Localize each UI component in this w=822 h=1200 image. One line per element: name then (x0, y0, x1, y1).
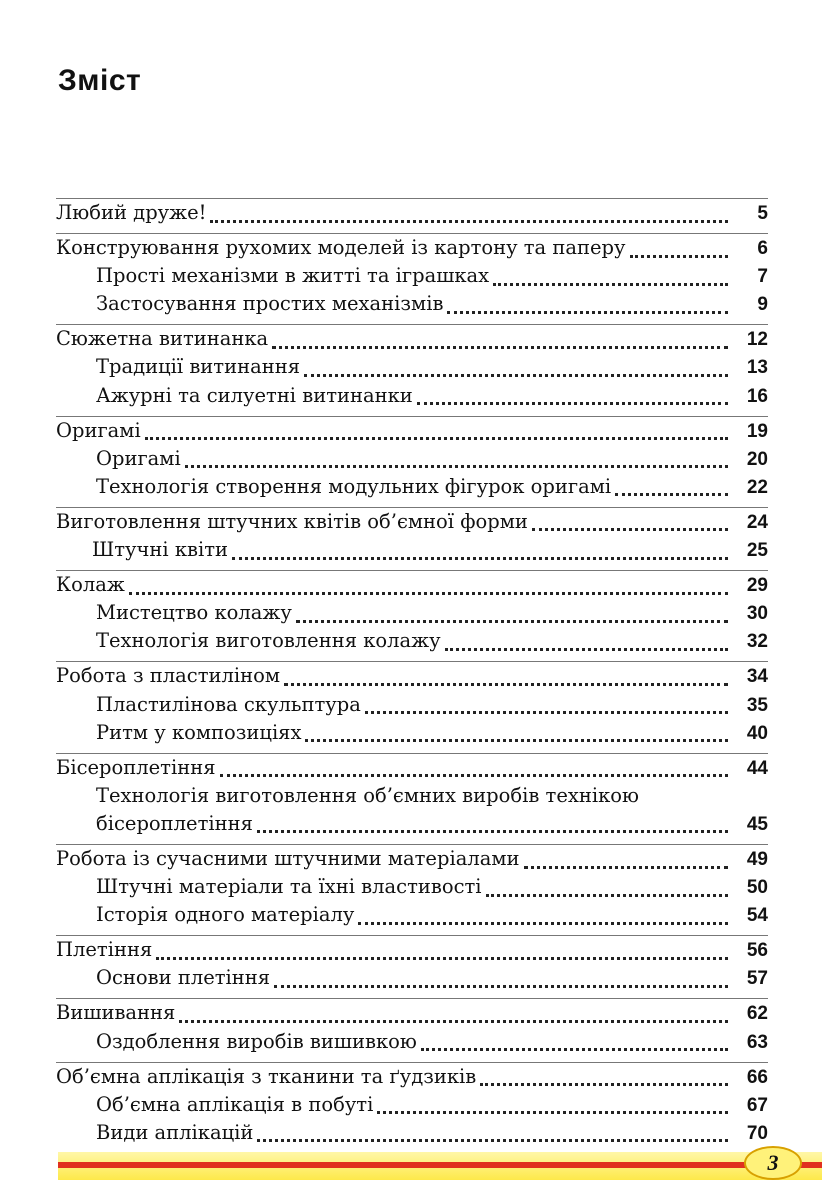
toc-entry-title: Прості механізми в житті та іграшках (96, 264, 490, 288)
toc-page-number: 12 (746, 329, 768, 351)
toc-entry-title: Робота із сучасними штучними матеріалами (56, 846, 520, 870)
toc-subsection[interactable] (56, 719, 768, 747)
toc-entry-title: Традиції витинання (96, 355, 301, 379)
dot-leader (445, 648, 728, 651)
toc-entry-title: Технологія створення модульних фігурок оригамі (96, 474, 612, 498)
toc-entry-title: бісероплетіння (96, 811, 253, 835)
toc-entry-title: Ажурні та силуетні витинанки (96, 383, 413, 407)
page-title: Зміст (58, 64, 142, 97)
toc-page-number: 54 (746, 905, 768, 927)
toc-page-number: 30 (746, 603, 768, 625)
toc-page-number: 20 (746, 448, 768, 470)
toc-page-number: 35 (746, 694, 768, 716)
dot-leader (417, 402, 728, 405)
dot-leader (185, 465, 728, 468)
toc-entry-title: Плетіння (56, 938, 153, 962)
toc-entry-title: Штучні матеріали та їхні властивості (96, 875, 482, 899)
toc-entry-title: Штучні квіти (92, 538, 229, 562)
toc-section[interactable] (56, 508, 768, 536)
toc-section[interactable] (56, 1063, 768, 1091)
toc-section[interactable] (56, 571, 768, 599)
toc-subsection[interactable] (56, 445, 768, 473)
dot-leader (524, 866, 729, 869)
toc-entry-title: Об’ємна аплікація з тканини та ґудзиків (56, 1064, 477, 1088)
toc-subsection[interactable] (56, 901, 768, 929)
toc-section[interactable] (56, 417, 768, 445)
toc-subsection[interactable] (56, 353, 768, 381)
dot-leader (486, 894, 728, 897)
dot-leader (447, 311, 728, 314)
toc-section[interactable] (56, 199, 768, 227)
toc-entry-title: Виготовлення штучних квітів об’ємної форми (56, 509, 528, 533)
toc-entry-title: Об’ємна аплікація в побуті (96, 1092, 374, 1116)
toc-entry-title: Технологія виготовлення об’ємних виробів технікою (96, 783, 639, 807)
toc-subsection[interactable] (56, 1119, 768, 1147)
dot-leader (493, 283, 728, 286)
toc-page-number: 50 (746, 877, 768, 899)
toc-page-number: 32 (746, 631, 768, 653)
toc-entry-title: Робота з пластиліном (56, 664, 281, 688)
toc-page-number: 7 (757, 266, 768, 288)
toc-entry-title: Види аплікацій (96, 1120, 254, 1144)
toc-page-number: 5 (757, 203, 768, 224)
toc-page-number: 19 (746, 420, 768, 442)
dot-leader (210, 220, 728, 223)
toc-subsection[interactable] (56, 964, 768, 992)
toc-page-number: 56 (746, 940, 768, 962)
toc-subsection[interactable] (56, 691, 768, 719)
toc-section[interactable] (56, 325, 768, 353)
toc-page-number: 6 (757, 238, 768, 260)
toc-subsection[interactable] (56, 536, 768, 564)
dot-leader (284, 683, 728, 686)
toc-page-number: 62 (746, 1003, 768, 1025)
toc-page-number: 57 (746, 968, 768, 990)
dot-leader (630, 255, 729, 258)
dot-leader (179, 1020, 728, 1023)
dot-leader (145, 437, 728, 440)
toc-subsection[interactable] (56, 873, 768, 901)
dot-leader (296, 620, 728, 623)
toc-entry-title: Застосування простих механізмів (96, 292, 444, 316)
toc-page-number: 66 (746, 1066, 768, 1088)
toc-page-number: 13 (746, 357, 768, 379)
dot-leader (274, 985, 728, 988)
toc-subsection[interactable] (56, 599, 768, 627)
toc-subsection[interactable] (56, 290, 768, 318)
dot-leader (358, 922, 728, 925)
page-number-badge: 3 (744, 1146, 802, 1180)
toc-entry-title: Оригамі (56, 418, 141, 442)
dot-leader (615, 493, 728, 496)
toc-section[interactable] (56, 936, 768, 964)
toc-entry-title: Любий друже! (56, 201, 207, 224)
dot-leader (156, 957, 728, 960)
toc-entry-title: Основи плетіння (96, 966, 271, 990)
dot-leader (480, 1083, 728, 1086)
toc-subsection[interactable] (56, 262, 768, 290)
toc-page-number: 40 (746, 722, 768, 744)
toc-entry-title: Історія одного матеріалу (96, 903, 355, 927)
dot-leader (365, 711, 728, 714)
toc-entry-title: Мистецтво колажу (96, 601, 292, 625)
toc-page-number: 25 (746, 540, 768, 562)
toc-page-number: 44 (746, 757, 768, 779)
toc-page-number: 49 (746, 848, 768, 870)
toc-entry-title: Технологія виготовлення колажу (96, 629, 441, 653)
toc-entry-title: Ритм у композиціях (96, 720, 302, 744)
toc-section[interactable] (56, 999, 768, 1027)
dot-leader (232, 557, 728, 560)
dot-leader (304, 374, 728, 377)
dot-leader (272, 346, 728, 349)
toc-subsection[interactable] (56, 810, 768, 838)
dot-leader (257, 830, 728, 833)
table-of-contents (56, 198, 768, 1175)
toc-subsection[interactable] (56, 382, 768, 410)
footer-red-stripe (58, 1162, 822, 1168)
toc-entry-title: Пластилінова скульптура (96, 692, 361, 716)
page-footer (58, 1152, 822, 1182)
toc-page-number: 34 (746, 666, 768, 688)
toc-page-number: 67 (746, 1094, 768, 1116)
toc-entry-title: Сюжетна витинанка (56, 327, 269, 351)
toc-page-number: 63 (746, 1031, 768, 1053)
dot-leader (377, 1111, 728, 1114)
toc-section[interactable] (56, 662, 768, 690)
toc-page-number: 45 (746, 813, 768, 835)
toc-entry-title: Вишивання (56, 1001, 176, 1025)
toc-entry-title: Колаж (56, 573, 125, 597)
toc-subsection[interactable] (56, 1028, 768, 1056)
toc-page-number: 70 (746, 1122, 768, 1144)
toc-section[interactable] (56, 234, 768, 262)
dot-leader (257, 1139, 728, 1142)
toc-page-number: 24 (746, 511, 768, 533)
toc-entry-title: Конструювання рухомих моделей із картону та паперу (56, 236, 626, 260)
toc-section[interactable] (56, 845, 768, 873)
toc-page-number: 22 (746, 476, 768, 498)
dot-leader (220, 774, 729, 777)
toc-page-number: 16 (746, 385, 768, 407)
dot-leader (421, 1048, 728, 1051)
dot-leader (305, 739, 728, 742)
toc-page-number: 9 (757, 294, 768, 316)
toc-entry-title: Оздоблення виробів вишивкою (96, 1029, 417, 1053)
dot-leader (129, 592, 728, 595)
toc-subsection[interactable] (56, 627, 768, 655)
dot-leader (532, 528, 728, 531)
toc-subsection[interactable] (56, 473, 768, 501)
toc-section[interactable] (56, 754, 768, 782)
toc-page-number: 29 (746, 575, 768, 597)
toc-subsection[interactable] (56, 1091, 768, 1119)
toc-entry-title: Оригамі (96, 446, 181, 470)
toc-entry-title: Бісероплетіння (56, 755, 216, 779)
